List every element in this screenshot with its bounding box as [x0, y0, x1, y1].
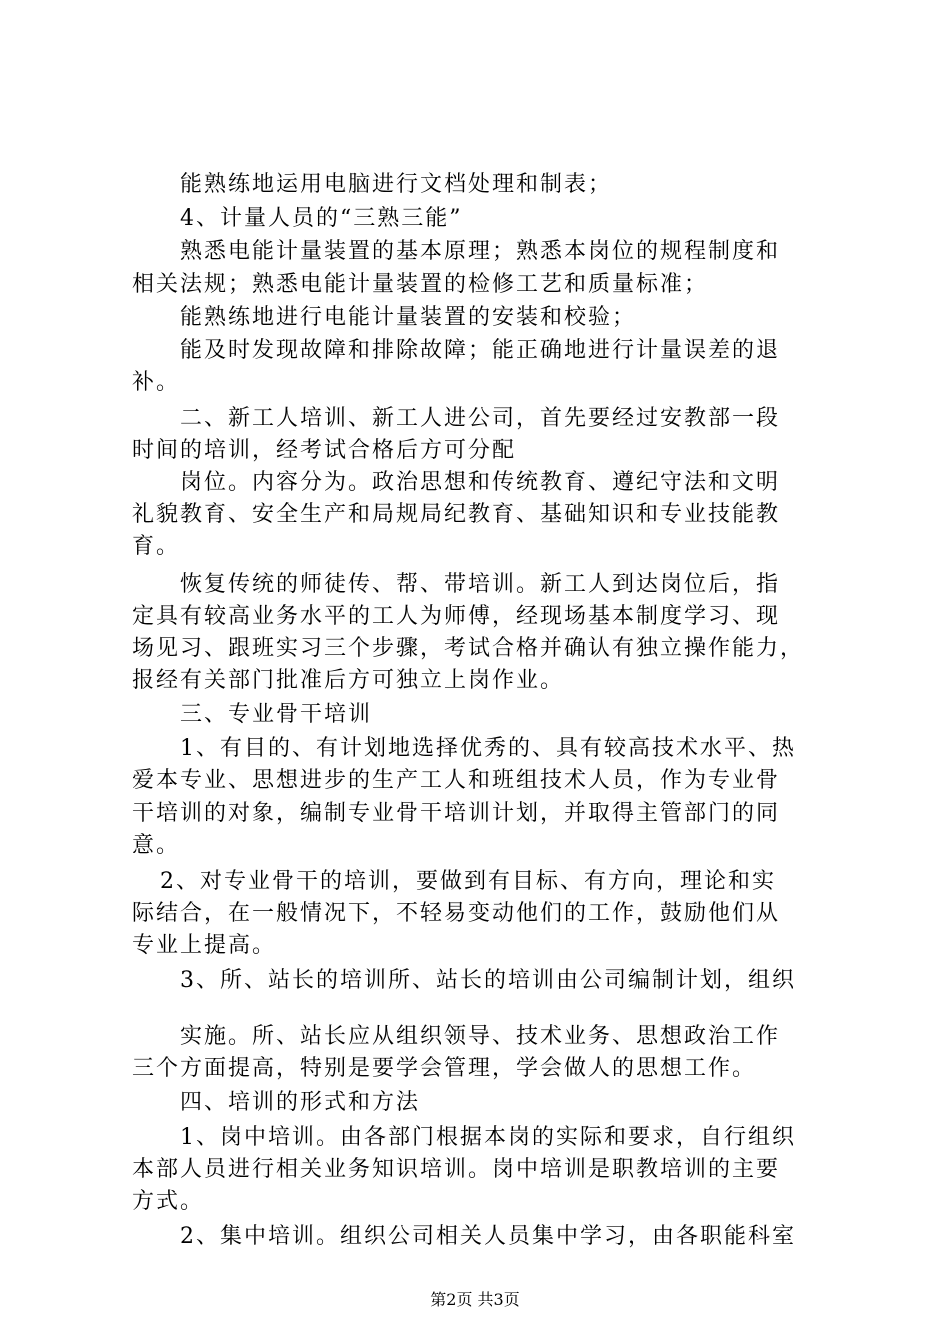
text-line: 熟悉电能计量装置的基本原理；熟悉本岗位的规程制度和 [180, 239, 781, 264]
text-line: 方式。 [132, 1189, 205, 1214]
text-line: 能及时发现故障和排除故障；能正确地进行计量误差的退 [180, 338, 781, 363]
text-line: 相关法规；熟悉电能计量装置的检修工艺和质量标准； [132, 272, 709, 297]
text-line: 场见习、跟班实习三个步骤，考试合格并确认有独立操作能力， [132, 636, 805, 661]
text-line: 二、新工人培训、新工人进公司，首先要经过安教部一段 [180, 406, 781, 431]
text-line: 实施。所、站长应从组织领导、技术业务、思想政治工作 [180, 1024, 781, 1049]
text-line: 四、培训的形式和方法 [180, 1090, 421, 1115]
text-line: 1、岗中培训。由各部门根据本岗的实际和要求，自行组织 [180, 1125, 796, 1150]
text-line: 报经有关部门批准后方可独立上岗作业。 [132, 668, 565, 693]
page-number: 第2页 共3页 [430, 1290, 520, 1309]
text-line: 际结合，在一般情况下，不轻易变动他们的工作，鼓励他们从 [132, 901, 781, 926]
text-line: 能熟练地运用电脑进行文档处理和制表； [180, 172, 613, 197]
text-line: 补。 [132, 370, 181, 395]
text-line: 4、计量人员的“三熟三能” [180, 206, 463, 231]
text-line: 1、有目的、有计划地选择优秀的、具有较高技术水平、热 [180, 736, 796, 761]
text-line: 能熟练地进行电能计量装置的安装和校验； [180, 305, 637, 330]
text-line: 三、专业骨干培训 [180, 702, 373, 727]
text-line: 礼貌教育、安全生产和局规局纪教育、基础知识和专业技能教 [132, 502, 781, 527]
text-line: 本部人员进行相关业务知识培训。岗中培训是职教培训的主要 [132, 1157, 781, 1182]
text-line: 岗位。内容分为。政治思想和传统教育、遵纪守法和文明 [180, 470, 781, 495]
text-line: 2、对专业骨干的培训，要做到有目标、有方向，理论和实 [160, 869, 776, 894]
text-line: 3、所、站长的培训所、站长的培训由公司编制计划，组织 [180, 968, 796, 993]
text-line: 时间的培训，经考试合格后方可分配 [132, 438, 517, 463]
text-line: 恢复传统的师徒传、帮、带培训。新工人到达岗位后，指 [180, 572, 781, 597]
text-line: 育。 [132, 534, 181, 559]
text-line: 爱本专业、思想进步的生产工人和班组技术人员，作为专业骨 [132, 768, 781, 793]
text-line: 2、集中培训。组织公司相关人员集中学习，由各职能科室 [180, 1224, 796, 1249]
text-line: 意。 [132, 833, 181, 858]
text-line: 三个方面提高，特别是要学会管理，学会做人的思想工作。 [132, 1056, 757, 1081]
text-line: 定具有较高业务水平的工人为师傅，经现场基本制度学习、现 [132, 604, 781, 629]
text-line: 干培训的对象，编制专业骨干培训计划，并取得主管部门的同 [132, 801, 781, 826]
text-line: 专业上提高。 [132, 933, 277, 958]
